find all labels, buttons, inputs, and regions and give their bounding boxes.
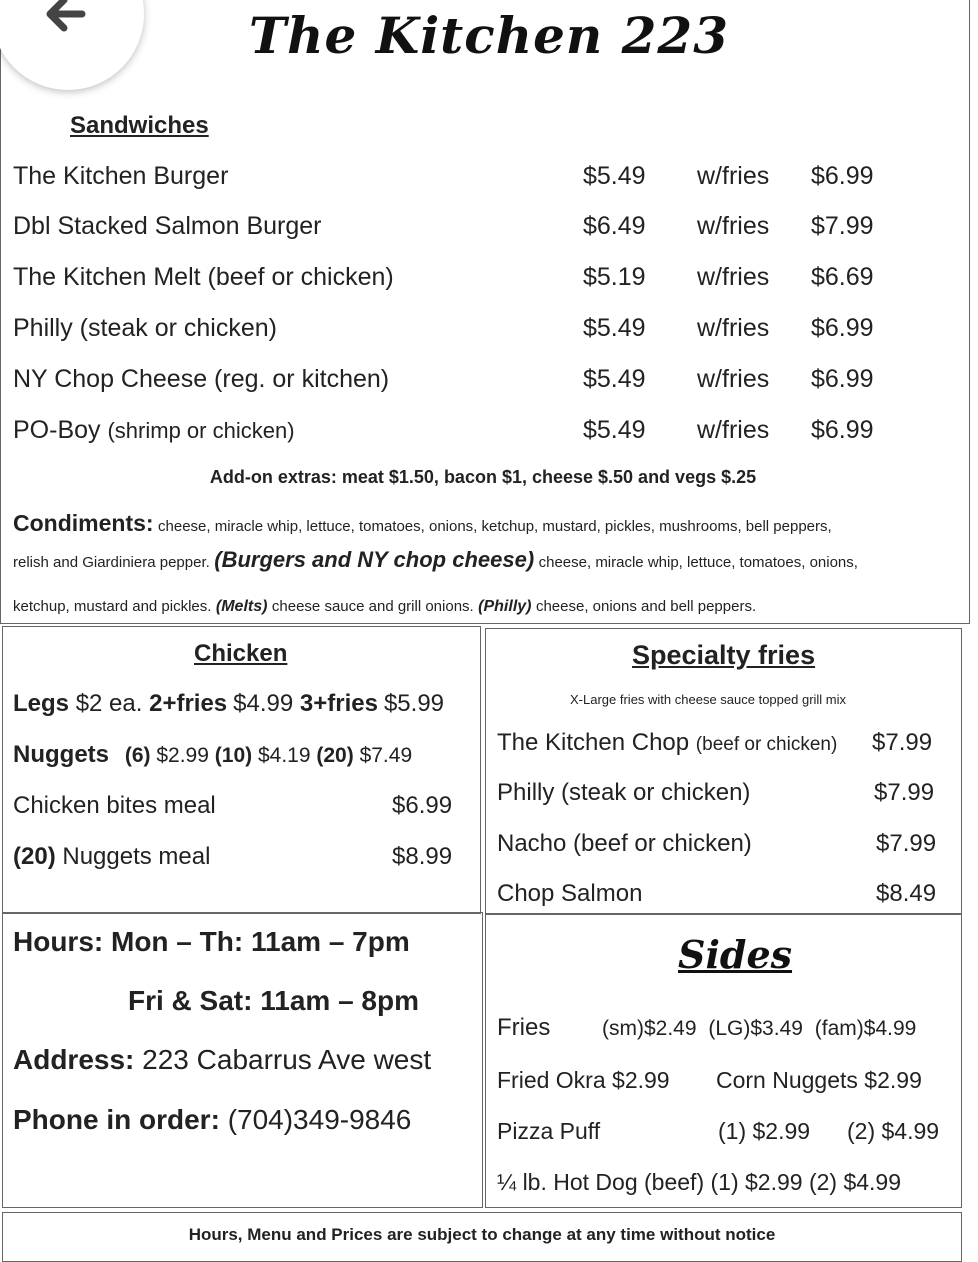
sandwich-with-fries-label: w/fries <box>697 263 770 291</box>
nuggets-row <box>13 741 412 769</box>
pizza-puff-name: Pizza Puff <box>497 1118 601 1144</box>
phone-label: Phone in order: <box>13 1104 220 1135</box>
sandwich-price: $5.19 <box>583 263 646 291</box>
arrow-left-icon <box>42 0 86 32</box>
sandwich-price: $5.49 <box>583 314 646 342</box>
sides-heading: Sides <box>678 932 793 977</box>
nuggets-meal-count: (20) <box>13 843 56 870</box>
page-title: The Kitchen 223 <box>248 6 730 65</box>
sandwich-price: $5.49 <box>583 162 646 190</box>
specialty-fries-heading: Specialty fries <box>632 640 816 670</box>
legs-2-fries-price: $4.99 <box>233 690 294 717</box>
phone-row <box>13 1104 411 1136</box>
specialty-name: Philly (steak or chicken) <box>497 779 751 806</box>
specialty-name <box>497 729 837 757</box>
condiments-line-2 <box>13 547 858 573</box>
specialty-price: $7.99 <box>872 729 933 756</box>
condiments-text: relish and Giardiniera pepper. <box>13 554 210 571</box>
nuggets-meal-name: Nuggets meal <box>62 843 211 870</box>
specialty-name: Chop Salmon <box>497 880 643 907</box>
condiments-text: cheese, miracle whip, lettuce, tomatoes, onions, ketchup, mustard, pickles, mushrooms, bell peppers, <box>158 518 832 535</box>
sandwich-price-with-fries: $6.99 <box>811 416 874 444</box>
philly-condiments: cheese, onions and bell peppers. <box>535 598 757 615</box>
sandwich-price-with-fries: $6.69 <box>811 263 874 291</box>
hot-dog-row: ¼ lb. Hot Dog (beef) (1) $2.99 (2) $4.99 <box>497 1169 901 1195</box>
sandwich-name: Philly (steak or chicken) <box>13 314 277 342</box>
sandwiches-heading: Sandwiches <box>70 112 209 139</box>
condiments-line-1 <box>13 510 832 537</box>
nuggets-meal-row <box>13 843 210 871</box>
sandwich-price: $5.49 <box>583 365 646 393</box>
sandwich-with-fries-label: w/fries <box>697 212 770 240</box>
nuggets-count-10: (10) <box>214 744 253 767</box>
nuggets-meal-price: $8.99 <box>392 843 453 870</box>
melts-label: (Melts) <box>215 598 268 615</box>
specialty-name: Nacho (beef or chicken) <box>497 830 752 857</box>
sandwich-note: (shrimp or chicken) <box>107 418 295 443</box>
pizza-puff-price-1: (1) $2.99 <box>718 1118 811 1144</box>
condiments-label: Condiments: <box>13 510 154 536</box>
sandwich-name <box>13 416 295 445</box>
nuggets-price-20: $7.49 <box>359 744 413 767</box>
fries-small-price: (sm)$2.49 <box>602 1017 697 1040</box>
sandwich-name: Dbl Stacked Salmon Burger <box>13 212 322 240</box>
nuggets-count-20: (20) <box>316 744 354 767</box>
specialty-price: $8.49 <box>876 880 937 907</box>
sides-fries-name: Fries <box>497 1014 551 1041</box>
legs-3-fries-label: 3+fries <box>299 690 378 717</box>
sandwich-name: NY Chop Cheese (reg. or kitchen) <box>13 365 390 393</box>
legs-price: $2 ea. <box>75 690 143 717</box>
sandwich-price-with-fries: $6.99 <box>811 314 874 342</box>
sandwich-name: The Kitchen Burger <box>13 162 229 190</box>
specialty-note: (beef or chicken) <box>695 734 838 755</box>
address-label: Address: <box>13 1044 135 1075</box>
sandwich-price-with-fries: $6.99 <box>811 365 874 393</box>
sandwich-price-with-fries: $6.99 <box>811 162 874 190</box>
nuggets-price-10: $4.19 <box>257 744 311 767</box>
address-row <box>13 1044 431 1076</box>
sandwich-with-fries-label: w/fries <box>697 365 770 393</box>
philly-label: (Philly) <box>478 598 532 615</box>
sandwich-name-text: PO-Boy <box>13 416 101 444</box>
sandwich-price: $5.49 <box>583 416 646 444</box>
specialty-fries-subtitle: X-Large fries with cheese sauce topped grill mix <box>570 692 847 707</box>
chicken-bites-name: Chicken bites meal <box>13 792 216 819</box>
melts-condiments: cheese sauce and grill onions. <box>271 598 474 615</box>
hours-weekday: Hours: Mon – Th: 11am – 7pm <box>13 926 410 957</box>
corn-nuggets: Corn Nuggets $2.99 <box>716 1067 922 1093</box>
sandwich-with-fries-label: w/fries <box>697 416 770 444</box>
sides-fries-sizes <box>602 1017 916 1041</box>
fried-okra: Fried Okra $2.99 <box>497 1067 670 1093</box>
sandwich-price: $6.49 <box>583 212 646 240</box>
legs-label: Legs <box>13 690 70 717</box>
address-value: 223 Cabarrus Ave west <box>142 1044 432 1075</box>
sandwich-price-with-fries: $7.99 <box>811 212 874 240</box>
nuggets-price-6: $2.99 <box>156 744 209 767</box>
specialty-name-text: The Kitchen Chop <box>497 729 690 756</box>
chicken-heading: Chicken <box>194 640 288 667</box>
legs-2-fries-label: 2+fries <box>149 690 228 717</box>
nuggets-label: Nuggets <box>13 741 109 768</box>
footer-notice: Hours, Menu and Prices are subject to change at any time without notice <box>188 1225 776 1244</box>
pizza-puff-price-2: (2) $4.99 <box>847 1118 940 1144</box>
sandwich-with-fries-label: w/fries <box>697 162 770 190</box>
sandwich-name: The Kitchen Melt (beef or chicken) <box>13 263 394 291</box>
hours-weekend: Fri & Sat: 11am – 8pm <box>128 985 420 1016</box>
condiments-line-3 <box>13 598 756 616</box>
phone-value: (704)349-9846 <box>227 1104 412 1135</box>
fries-large-price: (LG)$3.49 <box>708 1017 803 1040</box>
chicken-bites-price: $6.99 <box>392 792 453 819</box>
specialty-price: $7.99 <box>876 830 937 857</box>
specialty-price: $7.99 <box>874 779 935 806</box>
nuggets-count-6: (6) <box>124 744 151 767</box>
burgers-label: (Burgers and NY chop cheese) <box>214 547 535 572</box>
condiments-text: ketchup, mustard and pickles. <box>13 598 212 615</box>
addons-note: Add-on extras: meat $1.50, bacon $1, cheese $.50 and vegs $.25 <box>209 467 757 487</box>
sandwich-with-fries-label: w/fries <box>697 314 770 342</box>
fries-family-price: (fam)$4.99 <box>814 1017 917 1040</box>
burgers-condiments: cheese, miracle whip, lettuce, tomatoes, onions, <box>538 554 858 571</box>
legs-3-fries-price: $5.99 <box>383 690 445 717</box>
chicken-legs-row <box>13 690 444 718</box>
